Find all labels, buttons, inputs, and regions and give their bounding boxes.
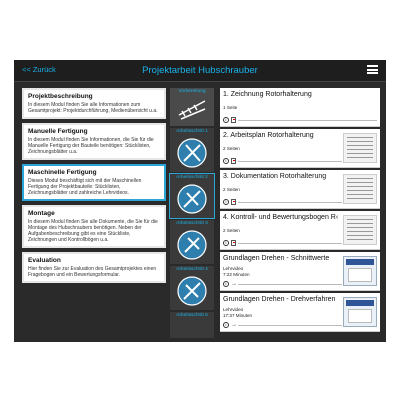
- document-title: 1. Zeichnung Rotorhalterung: [223, 91, 312, 98]
- document-card[interactable]: [220, 211, 380, 250]
- document-pages: 1 Seite: [223, 105, 238, 110]
- video-card[interactable]: [220, 293, 380, 332]
- step-label: Vorbereitung: [178, 89, 206, 94]
- video-title: Grundlagen Drehen - Schnittwerte: [223, 255, 330, 262]
- link-icon[interactable]: →: [231, 281, 237, 287]
- tools-icon: [176, 135, 208, 169]
- document-card[interactable]: [220, 129, 380, 168]
- video-thumbnail[interactable]: [343, 256, 377, 286]
- divider: [238, 161, 342, 162]
- document-thumbnail: [343, 215, 377, 245]
- module-projektbeschreibung[interactable]: [22, 88, 166, 119]
- step-label: Arbeitsschritt 3: [176, 221, 208, 226]
- info-icon[interactable]: i: [223, 158, 229, 164]
- module-description: In diesem Modul finden Sie alle Dokumente, die Sie für die Montage des Hubschraubers benötigen. Neben der Aufgabenbeschreibung gibt es eine Stückliste, Zeichnungen und Kontrollbögen u.a.: [28, 219, 158, 243]
- back-button[interactable]: << Zurück: [22, 65, 56, 74]
- video-duration: 17:37 Minuten: [223, 312, 253, 318]
- document-title: 2. Arbeitsplan Rotorhalterung: [223, 132, 314, 139]
- tools-icon: [176, 227, 208, 261]
- module-title: Projektbeschreibung: [28, 93, 93, 100]
- video-type: Lehrvideo: [223, 307, 244, 312]
- module-manuelle-fertigung[interactable]: [22, 123, 166, 160]
- module-title: Maschinelle Fertigung: [28, 169, 97, 176]
- document-pages: 2 Seiten: [223, 228, 240, 233]
- ruler-icon: [176, 95, 208, 123]
- module-description: In diesem Modul finden Sie Informationen, die Sie für die Manuelle Fertigung der Bauteile benötigen: Stücklisten, Zeichnungsblätter u.a.: [28, 137, 154, 155]
- step-label: Arbeitsschritt 5: [176, 313, 208, 318]
- video-thumbnail[interactable]: [343, 297, 377, 327]
- pdf-icon[interactable]: [231, 240, 236, 246]
- document-pages: 2 Seiten: [223, 187, 240, 192]
- info-icon[interactable]: i: [223, 117, 229, 123]
- video-card[interactable]: [220, 252, 380, 291]
- step-1[interactable]: [170, 128, 214, 172]
- divider: [238, 120, 377, 121]
- tools-icon: [176, 181, 208, 215]
- info-icon[interactable]: i: [223, 322, 229, 328]
- module-montage[interactable]: [22, 205, 166, 248]
- pdf-icon[interactable]: [231, 158, 236, 164]
- module-description: In diesem Modul finden Sie alle Informationen zum Gesamtprojekt: Projektdurchführung, Medienübersicht u.a.: [28, 102, 158, 114]
- info-icon[interactable]: i: [223, 199, 229, 205]
- step-5[interactable]: [170, 312, 214, 338]
- divider: [238, 325, 342, 326]
- module-title: Evaluation: [28, 257, 61, 264]
- app-frame: [14, 60, 386, 342]
- hamburger-menu-icon[interactable]: [367, 65, 378, 74]
- link-icon[interactable]: →: [231, 322, 237, 328]
- step-3[interactable]: [170, 220, 214, 264]
- document-thumbnail: [343, 133, 377, 163]
- video-duration: 7:22 Minuten: [223, 271, 250, 277]
- module-description: Dieses Modul beschäftigt sich mit der Maschinellen Fertigung der Projektbauteile: Stücklisten, Zeichnungsblätter und zahlreiche Lehrvideos.: [28, 178, 142, 196]
- page-title: Projektarbeit Hubschrauber: [142, 65, 258, 76]
- module-title: Montage: [28, 210, 55, 217]
- document-list: [220, 88, 380, 334]
- step-4[interactable]: [170, 266, 214, 310]
- top-bar: [14, 60, 386, 82]
- module-evaluation[interactable]: [22, 252, 166, 283]
- document-title: 4. Kontroll- und Bewertungsbogen R‹: [223, 214, 339, 221]
- document-title: 3. Dokumentation Rotorhalterung: [223, 173, 327, 180]
- module-list: [22, 88, 166, 287]
- module-maschinelle-fertigung[interactable]: [22, 164, 166, 201]
- tools-icon: [176, 273, 208, 307]
- step-label: Arbeitsschritt 4: [176, 267, 208, 272]
- step-2[interactable]: [170, 174, 214, 218]
- video-type: Lehrvideo: [223, 266, 244, 271]
- divider: [238, 202, 342, 203]
- step-label: Arbeitsschritt 2: [176, 175, 208, 180]
- divider: [238, 284, 342, 285]
- document-pages: 2 Seiten: [223, 146, 240, 151]
- step-label: Arbeitsschritt 1: [176, 129, 208, 134]
- divider: [238, 243, 342, 244]
- document-card[interactable]: [220, 88, 380, 127]
- info-icon[interactable]: i: [223, 240, 229, 246]
- pdf-icon[interactable]: [231, 117, 236, 123]
- step-column: [170, 88, 214, 340]
- document-card[interactable]: [220, 170, 380, 209]
- step-vorbereitung[interactable]: [170, 88, 214, 126]
- module-description: Hier finden Sie zur Evaluation des Gesamtprojektes einen Fragebogen und ein Bewertungsformular.: [28, 266, 157, 278]
- module-title: Manuelle Fertigung: [28, 128, 88, 135]
- info-icon[interactable]: i: [223, 281, 229, 287]
- video-title: Grundlagen Drehen - Drehverfahren: [223, 296, 336, 303]
- document-thumbnail: [343, 174, 377, 204]
- pdf-icon[interactable]: [231, 199, 236, 205]
